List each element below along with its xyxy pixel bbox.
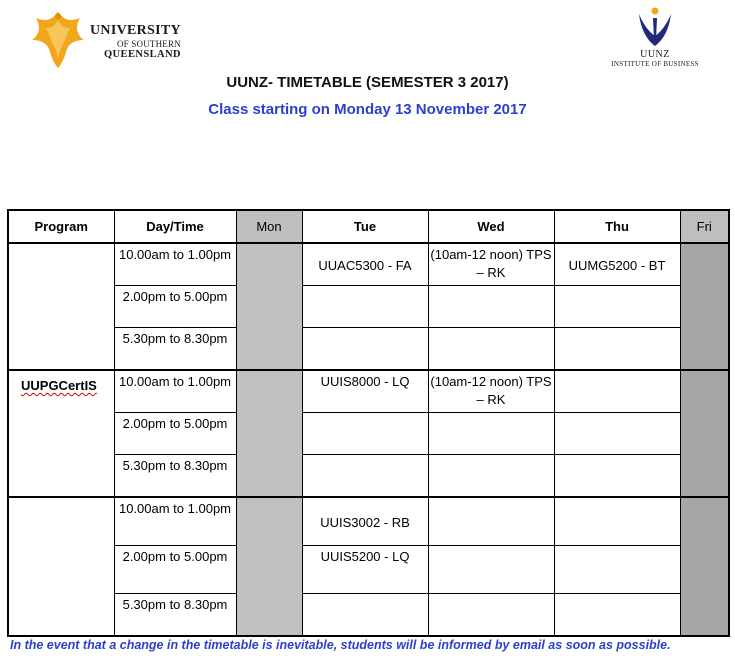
table-row — [8, 413, 729, 455]
time-cell: 5.30pm to 8.30pm — [114, 455, 236, 498]
table-row — [8, 286, 729, 328]
column-header-daytime: Day/Time — [114, 210, 236, 243]
thu-cell — [554, 455, 680, 498]
tue-cell: UUIS8000 - LQ — [302, 370, 428, 413]
wed-cell — [428, 594, 554, 637]
tue-cell — [302, 413, 428, 455]
time-cell: 2.00pm to 5.00pm — [114, 286, 236, 328]
usq-name-line1: UNIVERSITY — [90, 23, 181, 38]
thu-cell — [554, 594, 680, 637]
uunz-emblem-icon — [635, 6, 675, 48]
table-row — [8, 546, 729, 594]
column-header-wed: Wed — [428, 210, 554, 243]
tue-cell — [302, 594, 428, 637]
column-header-thu: Thu — [554, 210, 680, 243]
time-cell: 5.30pm to 8.30pm — [114, 594, 236, 637]
usq-name-line3: QUEENSLAND — [103, 49, 181, 60]
tue-cell: UUIS5200 - LQ — [302, 546, 428, 594]
tue-cell — [302, 286, 428, 328]
uunz-name: UUNZ — [640, 49, 670, 60]
wed-cell — [428, 286, 554, 328]
phoenix-icon — [28, 6, 88, 70]
program-cell — [8, 370, 114, 497]
page-title: UUNZ- TIMETABLE (SEMESTER 3 2017) — [226, 74, 509, 91]
uunz-logo — [600, 6, 710, 68]
wed-cell: (10am-12 noon) TPS – RK — [428, 370, 554, 413]
thu-cell — [554, 497, 680, 546]
table-row — [8, 370, 729, 413]
timetable — [7, 209, 730, 637]
column-header-mon: Mon — [236, 210, 302, 243]
column-header-program: Program — [8, 210, 114, 243]
table-row — [8, 455, 729, 498]
time-cell: 10.00am to 1.00pm — [114, 370, 236, 413]
tue-cell — [302, 455, 428, 498]
uunz-subtitle: INSTITUTE OF BUSINESS — [611, 60, 699, 68]
thu-cell — [554, 413, 680, 455]
wed-cell — [428, 413, 554, 455]
table-row — [8, 328, 729, 371]
time-cell: 10.00am to 1.00pm — [114, 243, 236, 286]
tue-cell: UUAC5300 - FA — [302, 243, 428, 286]
thu-cell — [554, 546, 680, 594]
table-row — [8, 497, 729, 546]
program-name: UUPGCertIS — [21, 378, 97, 393]
mon-cell — [236, 497, 302, 636]
column-header-tue: Tue — [302, 210, 428, 243]
wed-cell — [428, 328, 554, 371]
mon-cell — [236, 243, 302, 370]
page-subtitle: Class starting on Monday 13 November 2017 — [208, 101, 527, 118]
usq-name-line2: OF SOUTHERN — [116, 39, 181, 49]
table-row — [8, 243, 729, 286]
thu-cell: UUMG5200 - BT — [554, 243, 680, 286]
thu-cell — [554, 370, 680, 413]
table-row — [8, 594, 729, 637]
time-cell: 10.00am to 1.00pm — [114, 497, 236, 546]
usq-logo — [28, 6, 198, 70]
thu-cell — [554, 328, 680, 371]
fri-cell — [680, 243, 729, 370]
column-header-fri: Fri — [680, 210, 729, 243]
wed-cell — [428, 546, 554, 594]
tue-cell — [302, 328, 428, 371]
footer-note: In the event that a change in the timetable is inevitable, students will be informed by email as soon as possible. — [10, 638, 671, 652]
mon-cell — [236, 370, 302, 497]
time-cell: 2.00pm to 5.00pm — [114, 546, 236, 594]
time-cell: 2.00pm to 5.00pm — [114, 413, 236, 455]
program-cell — [8, 497, 114, 636]
table-header-row — [8, 210, 729, 243]
fri-cell — [680, 497, 729, 636]
time-cell: 5.30pm to 8.30pm — [114, 328, 236, 371]
wed-cell — [428, 497, 554, 546]
tue-cell: UUIS3002 - RB — [302, 497, 428, 546]
wed-cell — [428, 455, 554, 498]
thu-cell — [554, 286, 680, 328]
wed-cell: (10am-12 noon) TPS – RK — [428, 243, 554, 286]
fri-cell — [680, 370, 729, 497]
program-cell — [8, 243, 114, 370]
